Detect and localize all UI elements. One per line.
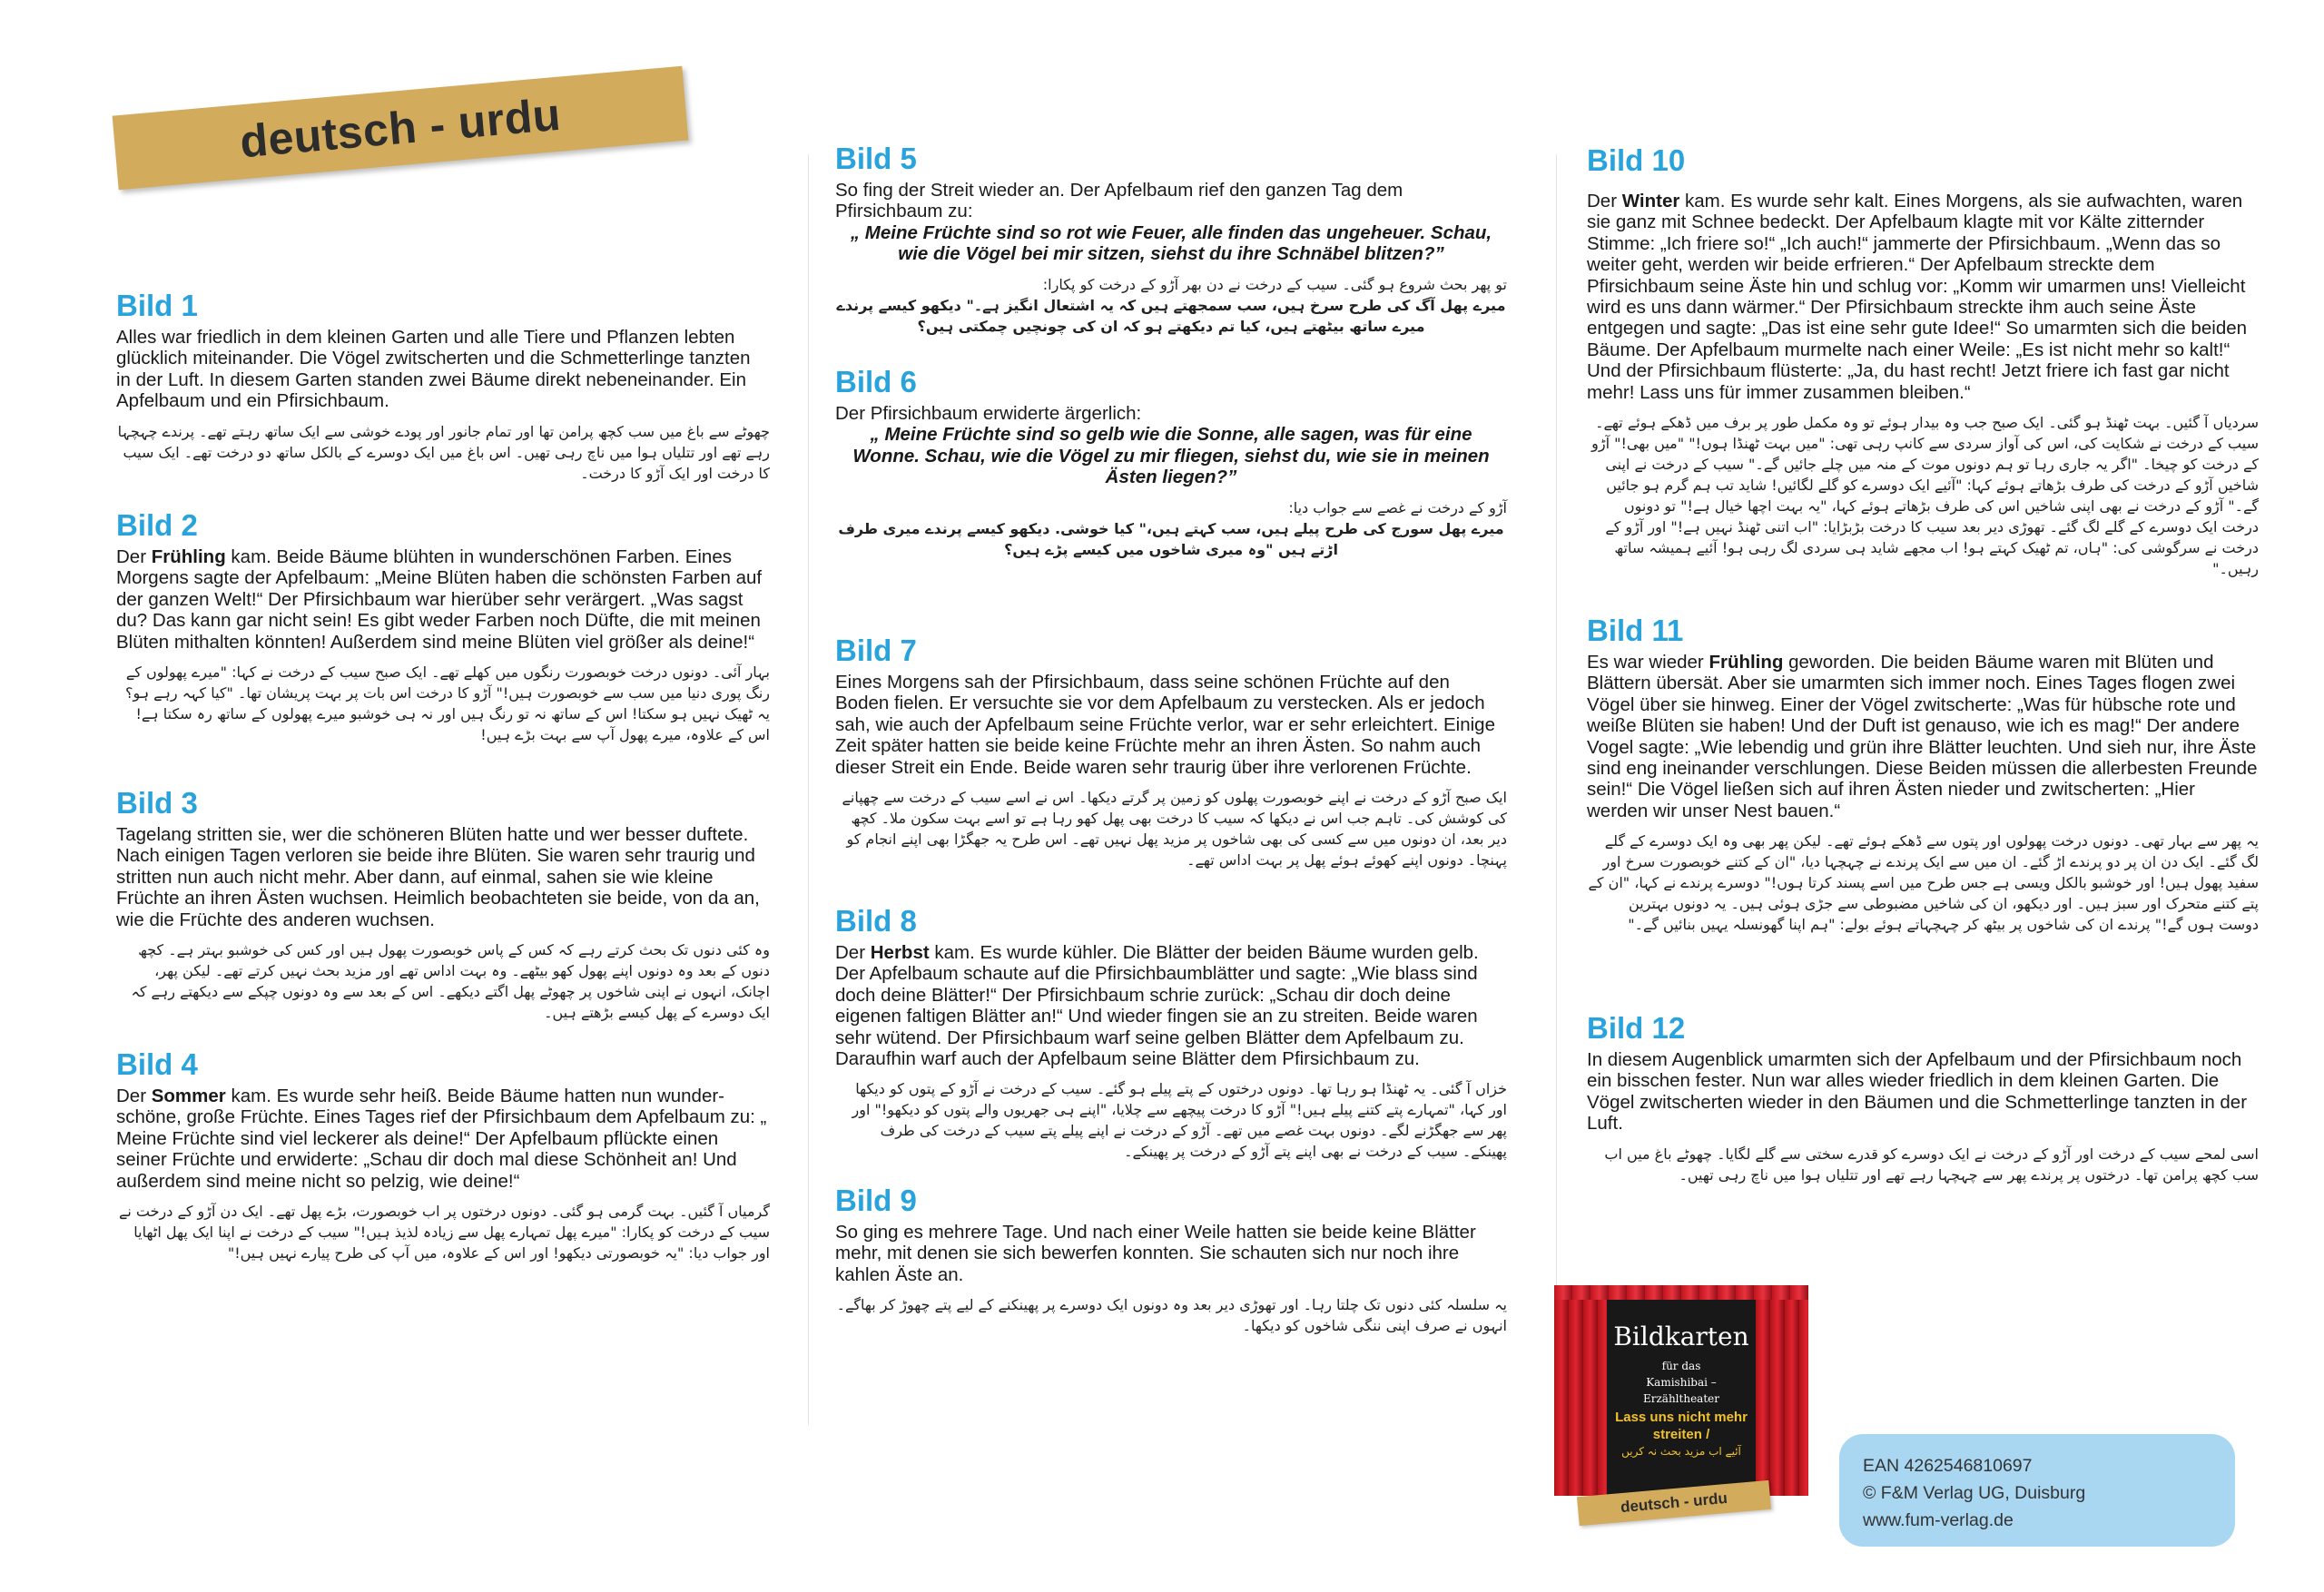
season-word: Frühling	[1709, 652, 1784, 673]
urdu-text: یہ پھر سے بہار تھی۔ دونوں درخت پھولوں اور پتوں سے ڈھکے ہوئے تھے۔ لیکن پھر بھی وہ ایک دوسرے کے گلے لگ گئے۔ ایک دن ان پر دو پرندے اڑ گئے۔ ان میں سے ایک پرندے نے چہچہا دیا، "ان کے کتنے خوبصورت سرخ اور سفید پھول ہیں! اور خوشبو بالکل ویسی ہے جس طرح میں اسے پسند کرتا ہوں!" دوسرے پرندے نے کہا، "ان کے پتے کتنے متحرک اور سبز ہیں۔ اور دیکھو، ان کی شاخیں مضبوطی سے جڑی ہوئی ہیں۔ یہ دونوں بہترین دوست ہوں گے!" پرندے ان کی شاخوں پر بیٹھ کر چہچہاتے ہوئے بولے: "ہم اپنا گھونسلہ یہیں بنائیں گے۔"	[1588, 832, 2259, 934]
urdu-text: تو پھر بحث شروع ہو گئی۔ سیب کے درخت نے دن بھر آڑو کے درخت کو پکارا:	[1042, 275, 1507, 293]
urdu-text: گرمیاں آ گئیں۔ بہت گرمی ہو گئی۔ دونوں درختوں پر اب خوبصورت، بڑے پھل تھے۔ ایک دن آڑو کے درخت نے سیب کے درخت کو پکارا: "میرے پھل تمہارے پھل سے زیادہ لذیذ ہیں!" سیب کے درخت نے اپنا ایک پھل اٹھایا اور جواب دیا: "یہ خوبصورتی دیکھو! اور اس کے علاوہ، میں آپ کی طرح پیارے نہیں ہیں!"	[119, 1203, 770, 1263]
card-tagline: Lass uns nicht mehr streiten /	[1615, 1410, 1748, 1442]
section-title: Bild 6	[835, 365, 917, 398]
publisher-info-box	[1839, 1434, 2235, 1547]
card-tagline-urdu: آئیے اب مزید بحث نہ کریں	[1621, 1445, 1741, 1458]
urdu-verse: میرے پھل آگ کی طرح سرخ ہیں، سب سمجھتے ہیں کہ یہ اشتعال انگیز ہے۔" دیکھو کیسے پرندے میرے ساتھ بیٹھتے ہیں، کیا تم دیکھتے ہو کہ ان کی چونچیں چمکتی ہیں؟	[836, 296, 1506, 335]
urdu-text: خزاں آ گئی۔ یہ ٹھنڈا ہو رہا تھا۔ دونوں درختوں کے پتے پیلے ہو گئے۔ سیب کے درخت نے آڑو کے پتوں کو دیکھا اور کہا، "تمہارے پتے کتنے پیلے ہیں!" آڑو کا درخت پیچھے سے چلایا، "اپنے ہی جھریوں والے پتوں کو دیکھو!" اور پھر سے جھگڑنے لگے۔ دونوں بہت غصے میں تھے۔ آڑو کے درخت نے اپنے پیلے پتے سیب کے درخت کی طرف پھینکے۔ سیب کے درخت نے بھی اپنے پتے آڑو کے درخت پر پھینکے۔	[852, 1080, 1507, 1161]
section-bild-9	[835, 1184, 1507, 1336]
section-title: Bild 12	[1587, 1011, 1686, 1045]
section-title: Bild 10	[1587, 143, 1686, 177]
section-title: Bild 11	[1587, 614, 1684, 647]
section-title: Bild 2	[116, 508, 198, 542]
section-bild-5	[835, 142, 1507, 337]
urdu-text: وہ کئی دنوں تک بحث کرتے رہے کہ کس کے پاس خوبصورت پھول ہیں اور کس کی خوشبو بہتر ہے۔ کچھ دنوں کے بعد وہ دونوں اپنے پھول کھو بیٹھے۔ وہ بہت اداس تھے اور مزید بحث نہیں کرتے تھے۔ لیکن پھر، اچانک، انہوں نے اپنی شاخوں پر چھوٹے پھل اگتے دیکھے۔ اس کے بعد سے وہ دونوں چپکے سے دیکھتے رہے کہ ایک دوسرے کے پھل کیسے بڑھتے ہیں۔	[131, 941, 770, 1022]
section-bild-3	[116, 786, 770, 1023]
banner-title: deutsch - urdu	[238, 88, 563, 168]
season-word: Frühling	[151, 546, 226, 567]
urdu-text: یہ سلسلہ کئی دنوں تک چلتا رہا۔ اور تھوڑی دیر بعد وہ دونوں ایک دوسرے پر پھینکنے کے لیے پتے چھوڑ کر بھاگے۔ انہوں نے صرف اپنی ننگی شاخوں کو دیکھا۔	[836, 1296, 1507, 1335]
section-bild-8	[835, 904, 1507, 1162]
card-subtitle: für das Kamishibai – Erzähltheater	[1642, 1360, 1719, 1405]
german-text: Der Pfirsichbaum erwiderte ärgerlich:	[835, 403, 1142, 424]
section-bild-2	[116, 508, 770, 745]
season-word: Winter	[1621, 191, 1680, 211]
section-title: Bild 3	[116, 786, 198, 820]
german-verse: „ Meine Früchte sind so rot wie Feuer, alle finden das ungeheuer. Schau, wie die Vögel bei mir sitzen, siehst du ihre Schnäbel blitzen?”	[850, 221, 1492, 265]
ean-code: EAN 4262546810697	[1863, 1456, 2033, 1476]
section-title: Bild 1	[116, 289, 198, 322]
german-text: In diesem Augenblick umarmten sich der Apfelbaum und der Pfirsichbaum noch ein bisschen fester. Nun war alles wieder friedlich in dem kleinen Garten. Die Vögel zwitscherten wieder in den Bäumen und die Schmetterlinge tanzten in der Luft.	[1587, 1049, 2248, 1135]
german-text: Der Sommer kam. Es wurde sehr heiß. Beide Bäume hatten nun wunder-schöne, große Früchte. Eines Tages rief der Pfirsichbaum dem Apfelbaum zu: „ Meine Früchte sind viel leckerer als deine!“ Der Apfelbaum pflückte einen seiner Früchte und erwiderte: „Schau dir doch mal diese Schönheit an! Und außerdem sind meine nicht so pelzig, wie deine!“	[116, 1086, 767, 1192]
urdu-verse: میرے پھل سورج کی طرح پیلے ہیں، سب کہتے ہیں،" کیا خوشی. دیکھو کیسے پرندے میری طرف اڑتے ہیں "وہ میری شاخوں میں کیسے پڑے ہیں؟	[838, 519, 1504, 558]
section-bild-6	[835, 365, 1507, 560]
german-text: Es war wieder Frühling geworden. Die beiden Bäume waren mit Blüten und Blättern übersät. Aber sie umarmten sich immer noch. Eines Tages flogen zwei Vögel über sie hinweg. Einer der Vögel zwitscherte: „Was für hübsche rote und weiße Blüten sie haben! Und der Duft ist genauso, wie ich es mag!“ Der andere Vogel sagte: „Wie lebendig und grün ihre Blätter leuchten. Und sieh nur, ihre Äste sind eng ineinander verschlungen. Diese Beiden müssen die allerbesten Freunde sein!“ Die Vögel ließen sich auf ihren Ästen nieder und zwitscherten: „Hier werden wir unser Nest bauen.“	[1587, 652, 2258, 821]
german-text: Eines Morgens sah der Pfirsichbaum, dass seine schönen Früchte auf den Boden fielen. Er versuchte sie vor dem Apfelbaum zu verstecken. Als er jedoch sah, wie auch der Apfelbaum seine Früchte verlor, war er sehr erleichtert. Einige Zeit später hatten sie beide keine Früchte mehr an ihren Ästen. So nahm auch dieser Streit ein Ende. Beide waren sehr traurig über ihre verlorenen Früchte.	[835, 672, 1495, 778]
season-word: Herbst	[870, 942, 930, 963]
section-bild-11	[1587, 614, 2259, 935]
curtain-valance	[1554, 1285, 1808, 1300]
publisher-name: © F&M Verlag UG, Duisburg	[1863, 1483, 2086, 1503]
column-divider	[808, 154, 809, 1425]
section-title: Bild 9	[835, 1184, 917, 1217]
section-bild-12	[1587, 1011, 2259, 1185]
section-bild-10	[1587, 143, 2259, 579]
german-text: Alles war friedlich in dem kleinen Garten und alle Tiere und Pflanzen lebten glücklich miteinander. Die Vögel zwitscherten und die Schmetterlinge tanzten in der Luft. In diesem Garten standen zwei Bäume direkt nebeneinander. Ein Apfelbaum und ein Pfirsichbaum.	[116, 327, 751, 412]
german-text: Der Herbst kam. Es wurde kühler. Die Blätter der beiden Bäume wurden gelb. Der Apfelbaum schaute auf die Pfirsichbaumblätter und sagte: „Wie blass sind doch deine Blätter!“ Der Pfirsichbaum schrie zurück: „Schau dir doch deine eigenen faltigen Blätter an!“ Und wieder fingen sie an zu streiten. Beide waren sehr wütend. Der Pfirsichbaum warf seine gelben Blätter dem Apfelbaum zu. Daraufhin warf auch der Apfelbaum seine Blätter dem Pfirsichbaum zu.	[835, 942, 1479, 1070]
section-title: Bild 7	[835, 634, 917, 667]
german-text: Tagelang stritten sie, wer die schöneren Blüten hatte und wer besser duftete. Nach einigen Tagen verloren sie beide ihre Blüten. Sie waren sehr traurig und stritten nun auch nicht mehr. Aber dann, auf einmal, sahen sie wie kleine Früchte an ihren Ästen wuchsen. Heimlich beobachteten sie beide, von da an, wie die Früchte des anderen wuchsen.	[116, 824, 760, 930]
card-language-banner: deutsch - urdu	[1577, 1480, 1771, 1526]
german-verse: „ Meine Früchte sind so gelb wie die Sonne, alle sagen, was für eine Wonne. Schau, wie die Vögel zu mir fliegen, siehst du, wie sie in meinen Ästen liegen?”	[852, 424, 1490, 488]
german-text: So fing der Streit wieder an. Der Apfelbaum rief den ganzen Tag dem Pfirsichbaum zu:	[835, 180, 1403, 222]
column-left	[116, 0, 770, 1592]
german-text: So ging es mehrere Tage. Und nach einer Weile hatten sie beide keine Blätter mehr, mit denen sie sich bewerfen konnten. Sie schauten sich nur noch ihre kahlen Äste an.	[835, 1222, 1476, 1285]
section-bild-1	[116, 289, 770, 484]
urdu-text: اسی لمحے سیب کے درخت اور آڑو کے درخت نے ایک دوسرے کو قدرے سختی سے گلے لگایا۔ چھوٹے باغ میں اب سب کچھ پرامن تھا۔ درختوں پر پرندے پھر سے چہچہا رہے تھے اور تتلیاں ہوا میں ناچ رہی تھیں۔	[1604, 1145, 2259, 1184]
column-middle	[835, 0, 1507, 1592]
urdu-text: ایک صبح آڑو کے درخت نے اپنے خوبصورت پھلوں کو زمین پر گرتے دیکھا۔ اس نے اسے سیب کے درخت سے چھپانے کی کوشش کی۔ تاہم جب اس نے دیکھا کہ سیب کا درخت بھی پھل کھو رہا ہے تو اسے بہت سکون ملا۔ کچھ دیر بعد، ان دونوں میں سے کسی کی بھی شاخوں پر مزید پھل نہیں تھے۔ اس طرح یہ جھگڑا بھی اپنے انجام کو پہنچا۔ دونوں اپنے کھوئے ہوئے پھل پر بہت اداس تھے۔	[842, 789, 1507, 870]
section-bild-7	[835, 634, 1507, 870]
column-divider	[1556, 154, 1557, 1425]
section-title: Bild 5	[835, 142, 917, 175]
urdu-text: سردیاں آ گئیں۔ بہت ٹھنڈ ہو گئی۔ ایک صبح جب وہ بیدار ہوئے تو وہ مکمل طور پر برف میں ڈھکے ہوئے تھے۔ سیب کے درخت نے شکایت کی، اس کی آواز سردی سے کانپ رہی تھی: "میں بہت ٹھنڈا ہوں!" "میں بھی!" آڑو کے درخت کو چیخا۔ "اگر یہ جاری رہا تو ہم دونوں موت کے منہ میں چلے جائیں گے۔" سیب کے درخت نے اپنی شاخیں آڑو کے درخت کی طرف بڑھاتے ہوئے کہا: "آئیے ایک دوسرے کو گلے لگائیں! شاید تب ہم گرم ہو جائیں گے۔" آڑو کے درخت نے بھی اپنی شاخیں اس کی طرف بڑھاتے ہوئے کہا، "یہ بہت اچھا خیال ہے!" تو دونوں درخت ایک دوسرے کے گلے لگ گئے۔ تھوڑی دیر بعد سیب کا درخت بڑبڑایا: "اب اتنی ٹھنڈ نہیں ہے!" اور آڑو کے درخت نے سرگوشی کی: "ہاں، تم ٹھیک کہتے ہو! اب مجھے شاید ہی سردی لگ رہی ہو! آئیے ہمیشہ ساتھ رہیں۔"	[1591, 414, 2259, 578]
publisher-url[interactable]: www.fum-verlag.de	[1863, 1510, 2014, 1530]
cover-card	[1554, 1285, 1808, 1496]
curtain-left	[1554, 1285, 1607, 1496]
urdu-text: آڑو کے درخت نے غصے سے جواب دیا:	[1288, 498, 1507, 516]
german-text: Der Frühling kam. Beide Bäume blühten in wunderschönen Farben. Eines Morgens sagte der Apfelbaum: „Meine Blüten haben die schönsten Farben auf der ganzen Welt!“ Der Pfirsichbaum war hierüber sehr verärgert. „Was sagst du? Das kann gar nicht sein! Es gibt weder Farben noch Düfte, die mit meinen Blüten mithalten könnten! Außerdem sind meine Blüten viel größer als deine!“	[116, 546, 763, 653]
curtain-right	[1756, 1285, 1808, 1496]
card-title: Bildkarten	[1613, 1322, 1749, 1351]
section-title: Bild 8	[835, 904, 917, 938]
german-text: Der Winter kam. Es wurde sehr kalt. Eines Morgens, als sie aufwachten, waren sie ganz mit Schnee bedeckt. Der Apfelbaum klagte mit vor Kälte zitternder Stimme: „Ich friere so!“ „Ich auch!“ jammerte der Pfirsichbaum. „Wenn das so weiter geht, werden wir beide erfrieren.“ Der Apfelbaum streckte dem Pfirsichbaum seine Äste hin und schlug vor: „Komm wir umarmen uns! Vielleicht wird es uns dann wärmer.“ Der Pfirsichbaum streckte ihm auch seine Äste entgegen und sagte: „Das ist eine sehr gute Idee!“ So umarmten sich die beiden Bäume. Der Apfelbaum murmelte nach einer Weile: „Es ist nicht mehr so kalt!“ Und der Pfirsichbaum flüsterte: „Ja, du hast recht! Jetzt friere ich fast gar nicht mehr! Lass uns für immer zusammen bleiben.“	[1587, 191, 2248, 403]
urdu-text: بہار آئی۔ دونوں درخت خوبصورت رنگوں میں کھلے تھے۔ ایک صبح سیب کے درخت نے کہا: "میرے پھولوں کے رنگ پوری دنیا میں سب سے خوبصورت ہیں!" آڑو کا درخت اس بات پر بہت پریشان تھا۔ "کیا کہہ رہے ہو؟ یہ ٹھیک نہیں ہو سکتا! اس کے ساتھ نہ تو رنگ ہیں اور نہ ہی خوشبو میرے پھولوں کے ساتھ رہ سکتا ہے! اس کے علاوہ، میرے پھول آپ سے بہت بڑے ہیں!	[124, 663, 770, 744]
urdu-text: چھوٹے سے باغ میں سب کچھ پرامن تھا اور تمام جانور اور پودے خوشی سے ایک ساتھ رہتے تھے۔ پرندے چہچہا رہے تھے اور تتلیاں ہوا میں ناچ رہی تھیں۔ اس باغ میں ایک دوسرے کے بالکل ساتھ دو درخت تھے۔ ایک سیب کا درخت اور ایک آڑو کا درخت۔	[117, 422, 770, 482]
season-word: Sommer	[151, 1086, 226, 1106]
section-title: Bild 4	[116, 1047, 198, 1081]
section-bild-4	[116, 1047, 770, 1263]
